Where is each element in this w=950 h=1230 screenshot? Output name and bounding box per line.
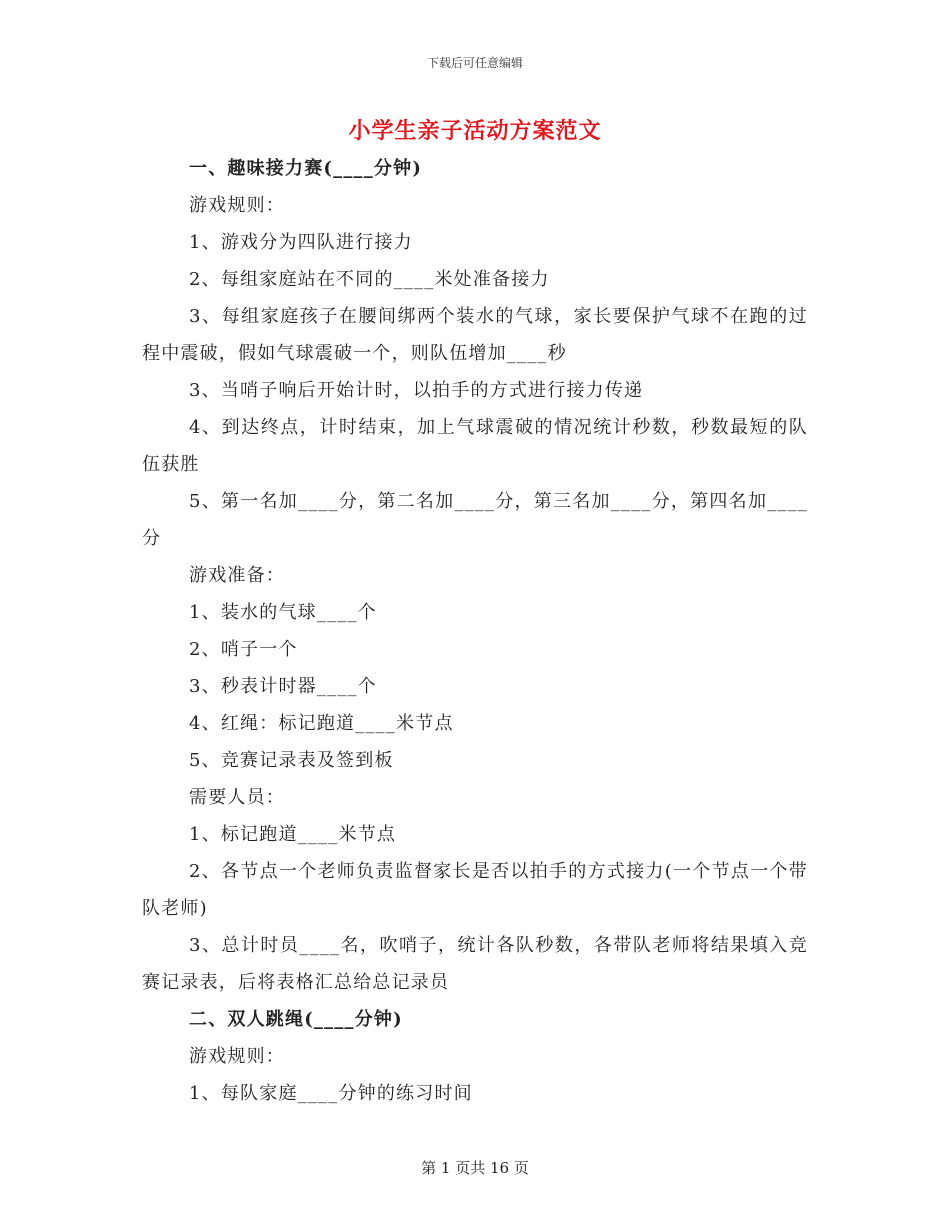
rule-item: 2、每组家庭站在不同的____米处准备接力	[189, 269, 550, 290]
rule-item: 3、每组家庭孩子在腰间绑两个装水的气球，家长要保护气球不在跑的过程中震破，假如气球震破一个，则队伍增加____秒	[142, 306, 808, 364]
section2-heading: 二、双人跳绳(____分钟)	[189, 1009, 403, 1030]
prep-item: 1、装水的气球____个	[189, 602, 377, 623]
staff-item: 3、总计时员____名，吹哨子，统计各队秒数，各带队老师将结果填入竞赛记录表，后将表格汇总给总记录员	[142, 935, 808, 993]
section1-rules-label: 游戏规则：	[189, 195, 285, 216]
document-body	[142, 150, 808, 1112]
rule-item: 4、到达终点，计时结束，加上气球震破的情况统计秒数，秒数最短的队伍获胜	[142, 417, 808, 475]
section1-prep-label: 游戏准备：	[189, 565, 285, 586]
prep-item: 4、红绳：标记跑道____米节点	[189, 713, 454, 734]
header-note: 下载后可任意编辑	[426, 56, 523, 70]
staff-item: 1、标记跑道____米节点	[189, 824, 397, 845]
prep-item: 2、哨子一个	[189, 639, 298, 660]
page-footer: 第 1 页共 16 页	[421, 1159, 529, 1177]
section1-staff-label: 需要人员：	[189, 787, 285, 808]
staff-item: 2、各节点一个老师负责监督家长是否以拍手的方式接力(一个节点一个带队老师)	[142, 861, 808, 919]
rule-item: 5、第一名加____分，第二名加____分，第三名加____分，第四名加____分	[142, 491, 808, 549]
rule-item: 3、当哨子响后开始计时，以拍手的方式进行接力传递	[189, 380, 644, 401]
prep-item: 3、秒表计时器____个	[189, 676, 377, 697]
document-title: 小学生亲子活动方案范文	[348, 118, 602, 144]
section2-rules-label: 游戏规则：	[189, 1046, 285, 1067]
rule-item: 1、游戏分为四队进行接力	[189, 232, 413, 253]
rule-item: 1、每队家庭____分钟的练习时间	[189, 1083, 473, 1104]
prep-item: 5、竞赛记录表及签到板	[189, 750, 394, 771]
section1-heading: 一、趣味接力赛(____分钟)	[189, 158, 423, 179]
